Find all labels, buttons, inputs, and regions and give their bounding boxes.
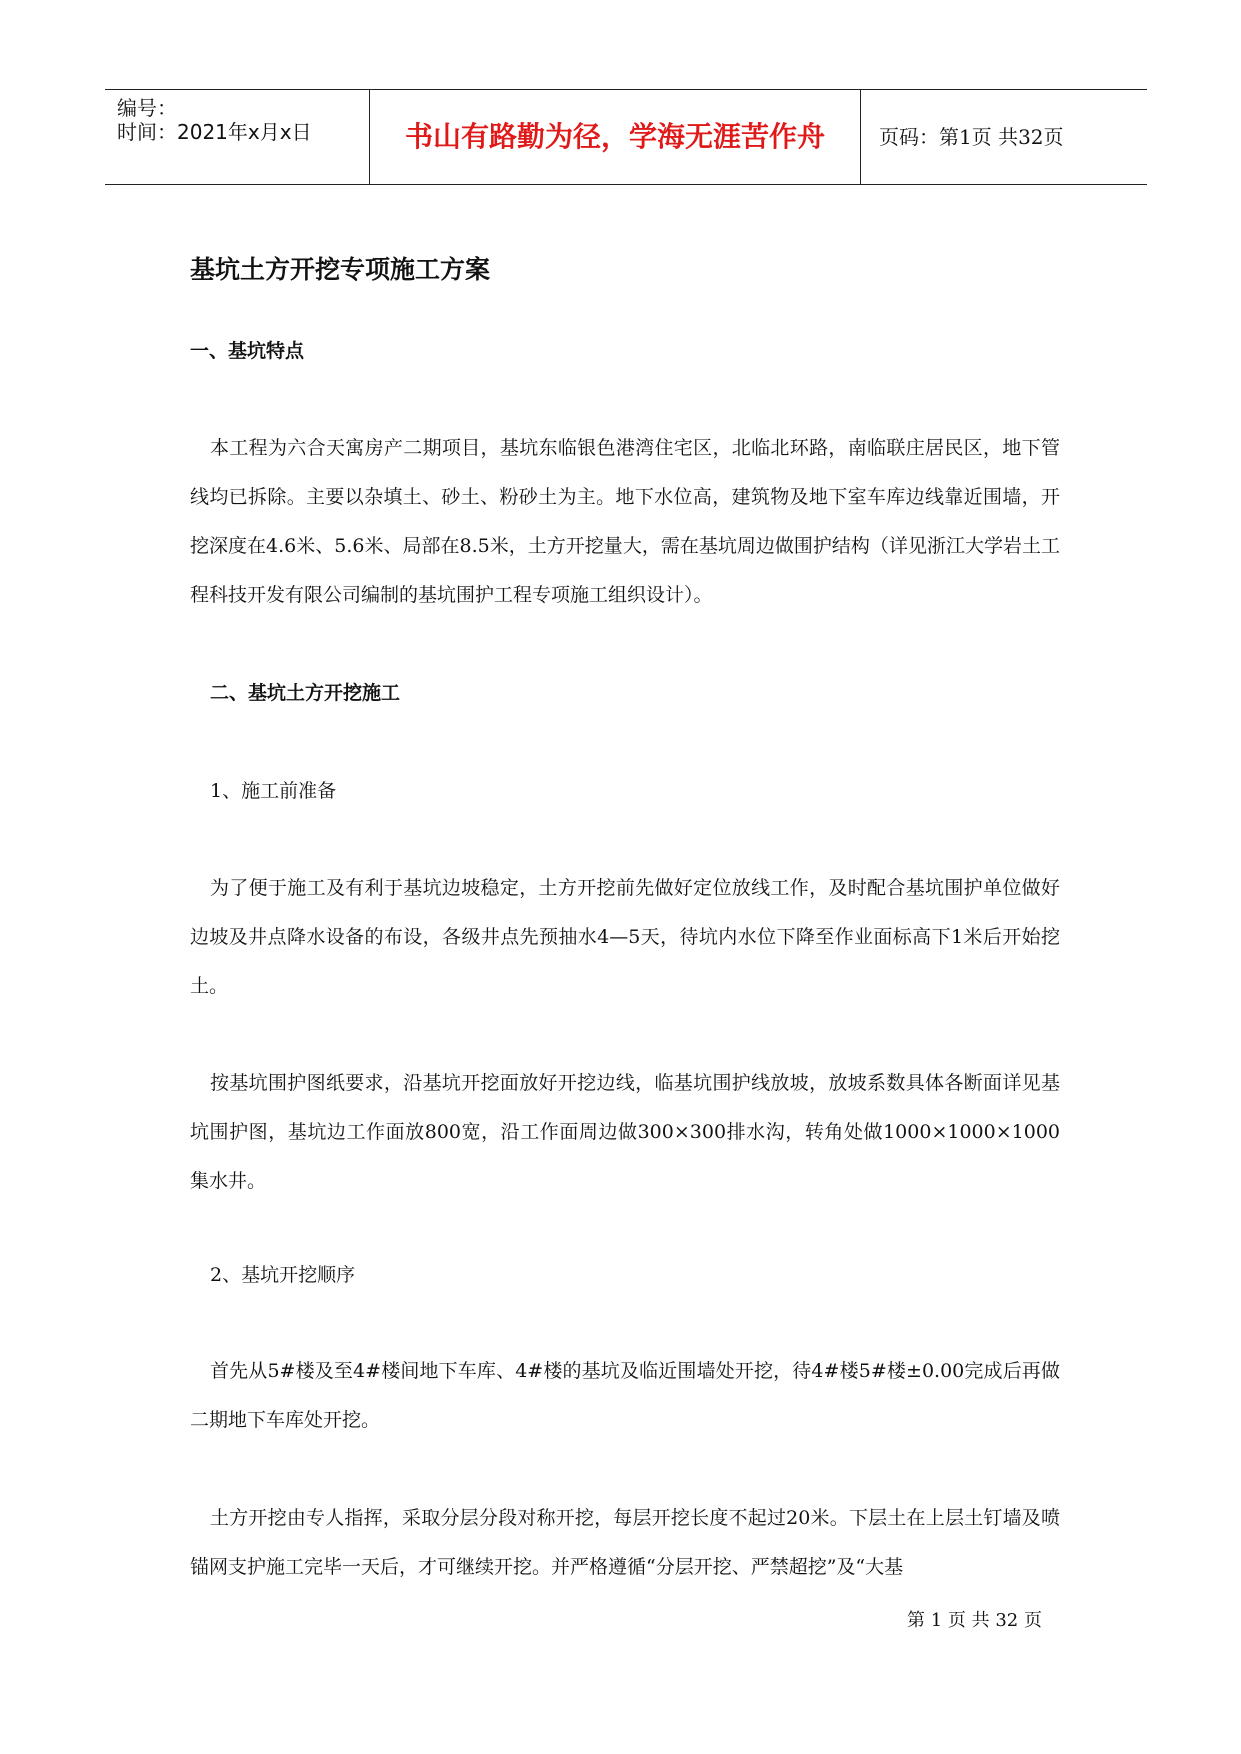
page-info: 页码：第1页 共32页	[879, 125, 1064, 149]
page-header	[105, 89, 1147, 185]
header-info-cell	[105, 90, 370, 184]
section2-heading: 二、基坑土方开挖施工	[210, 682, 401, 704]
header-page-cell	[861, 90, 1147, 184]
number-label: 编号：	[117, 96, 177, 120]
sub1-heading: 1、施工前准备	[210, 780, 337, 802]
sub2-paragraph-1: 首先从5#楼及至4#楼间地下车库、4#楼的基坑及临近围墙处开挖，待4#楼5#楼±0.00完成后再做二期地下车库处开挖。	[190, 1360, 1060, 1431]
document-title: 基坑土方开挖专项施工方案	[190, 255, 491, 284]
sub1-paragraph-1: 为了便于施工及有利于基坑边坡稳定，土方开挖前先做好定位放线工作，及时配合基坑围护单位做好边坡及井点降水设备的布设，各级井点先预抽水4—5天，待坑内水位下降至作业面标高下1米后开始挖土。	[190, 877, 1060, 997]
section1-paragraph: 本工程为六合天寓房产二期项目，基坑东临银色港湾住宅区，北临北环路，南临联庄居民区，地下管线均已拆除。主要以杂填土、砂土、粉砂土为主。地下水位高，建筑物及地下室车库边线靠近围墙，开挖深度在4.6米、5.6米、局部在8.5米，土方开挖量大，需在基坑周边做围护结构（详见浙江大学岩土工程科技开发有限公司编制的基坑围护工程专项施工组织设计）。	[190, 437, 1060, 606]
sub2-paragraph-2: 土方开挖由专人指挥，采取分层分段对称开挖，每层开挖长度不起过20米。下层土在上层土钉墙及喷锚网支护施工完毕一天后，才可继续开挖。并严格遵循“分层开挖、严禁超挖”及“大基	[190, 1507, 1060, 1578]
sub1-paragraph-2: 按基坑围护图纸要求，沿基坑开挖面放好开挖边线，临基坑围护线放坡，放坡系数具体各断面详见基坑围护图，基坑边工作面放800宽，沿工作面周边做300×300排水沟，转角处做1000×1000×1000集水井。	[190, 1072, 1060, 1192]
motto: 书山有路勤为径，学海无涯苦作舟	[404, 120, 825, 153]
section1-heading: 一、基坑特点	[190, 340, 305, 362]
header-motto-cell	[370, 90, 861, 184]
sub2-heading: 2、基坑开挖顺序	[210, 1264, 356, 1286]
time-label: 时间：2021年x月x日	[117, 120, 312, 144]
page-footer: 第 1 页 共 32 页	[907, 1610, 1042, 1631]
